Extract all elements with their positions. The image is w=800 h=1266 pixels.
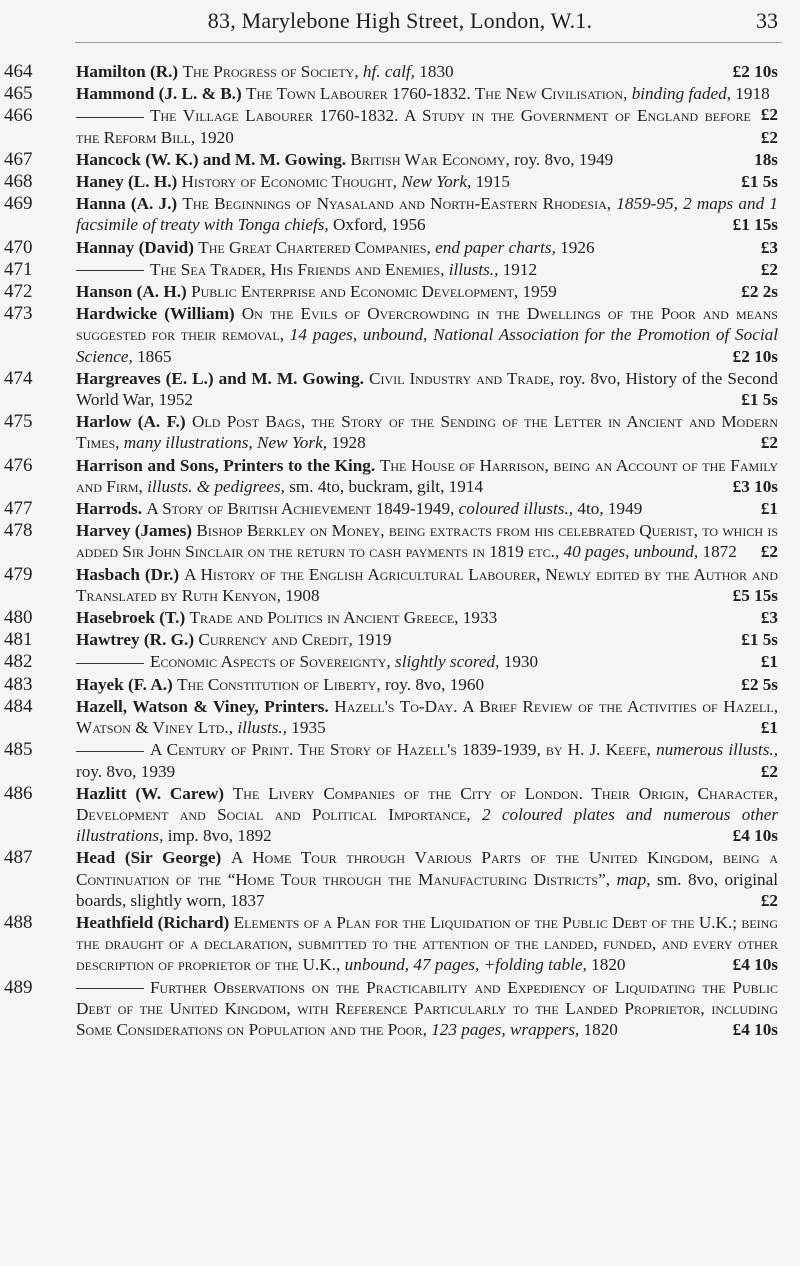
catalogue-entry: [0, 105, 800, 147]
entry-details: 1933: [462, 608, 498, 628]
ditto-dash: [76, 270, 144, 271]
entry-title: The Progress of Society,: [182, 62, 359, 81]
entry-details: roy. 8vo, History of the Second World War, 1952: [76, 368, 778, 410]
catalogue-entry: [0, 61, 800, 82]
entry-price: £1: [760, 718, 778, 738]
catalogue-entry: [0, 455, 800, 497]
entry-price: £4 10s: [732, 1019, 778, 1039]
entry-title: The Livery Companies of the City of London. Their Origin, Character, Development and Social and Political Importance,: [76, 783, 778, 824]
entry-details: 1820: [591, 955, 626, 975]
entry-number: 473: [4, 303, 33, 325]
entry-title: The Village Labourer 1760-1832. A Study in the Government of England before the Reform Bill,: [76, 106, 751, 147]
entry-description: New York,: [401, 172, 472, 192]
entry-price: £2: [760, 127, 778, 147]
entry-description: 40 pages, unbound,: [563, 542, 699, 562]
catalogue-entry: [0, 977, 800, 1041]
entry-details: sm. 4to, buckram, gilt, 1914: [289, 476, 484, 496]
entry-number: 466: [4, 105, 33, 127]
entry-price: £3 10s: [732, 476, 778, 496]
catalogue-entry: [0, 281, 800, 302]
entry-price: £1 5s: [741, 172, 778, 192]
entry-author: Hanson (A. H.): [76, 282, 187, 302]
entry-author: Head (Sir George): [76, 848, 222, 868]
entry-number: 482: [4, 651, 33, 673]
entry-title: The Constitution of Liberty,: [177, 674, 381, 694]
entry-price: £2 10s: [732, 62, 778, 81]
entry-title: Currency and Credit,: [198, 630, 353, 650]
entry-details: 1928: [331, 433, 366, 453]
ditto-dash: [76, 117, 144, 118]
entry-price: £4 10s: [732, 955, 778, 975]
entry-price: £2 10s: [732, 346, 778, 366]
entry-author: Harrison and Sons, Printers to the King.: [76, 455, 376, 475]
entry-number: 489: [4, 976, 33, 998]
entry-number: 483: [4, 673, 33, 695]
catalogue-entries: [0, 61, 800, 1041]
catalogue-entry: [0, 674, 800, 695]
entry-title: The Sea Trader, His Friends and Enemies,: [150, 259, 445, 279]
catalogue-entry: [0, 847, 800, 911]
entry-author: Heathfield (Richard): [76, 912, 230, 932]
entry-author: Harvey (James): [76, 521, 193, 541]
entry-number: 484: [4, 695, 33, 717]
entry-details: roy. 8vo, 1949: [514, 149, 614, 169]
entry-price: £3: [760, 237, 778, 257]
ditto-dash: [76, 663, 144, 664]
catalogue-entry: [0, 237, 800, 258]
catalogue-entry: [0, 520, 800, 562]
entry-number: 468: [4, 171, 33, 193]
catalogue-entry: [0, 607, 800, 628]
entry-title: A Home Tour through Various Parts of the United Kingdom, being a Continuation of the “Home Tour through the Manufacturing Districts”,: [76, 848, 779, 889]
entry-author: Haney (L. H.): [76, 172, 178, 192]
entry-author: Hazell, Watson & Viney, Printers.: [76, 696, 329, 716]
entry-price: £2: [760, 433, 778, 453]
entry-author: Hammond (J. L. & B.): [76, 84, 242, 104]
entry-author: Hawtrey (R. G.): [76, 630, 195, 650]
catalogue-entry: [0, 564, 800, 606]
entry-price: £2: [760, 761, 778, 781]
entry-author: Harlow (A. F.): [76, 412, 186, 432]
entry-details: 1908: [285, 585, 320, 605]
entry-author: Hamilton (R.): [76, 62, 179, 81]
entry-author: Hanna (A. J.): [76, 194, 178, 214]
entry-author: Hardwicke (William): [76, 304, 235, 324]
entry-number: 477: [4, 498, 33, 520]
entry-details: imp. 8vo, 1892: [167, 826, 272, 846]
entry-title: A History of the English Agricultural Labourer, Newly edited by the Author and Translated by Ruth Kenyon,: [76, 564, 778, 605]
entry-price: £1: [760, 652, 778, 672]
entry-details: 1959: [522, 282, 557, 302]
entry-details: 4to, 1949: [577, 499, 643, 519]
entry-details: 1820: [583, 1019, 618, 1039]
entry-description: illusts. & pedigrees,: [147, 476, 285, 496]
entry-number: 471: [4, 258, 33, 280]
entry-number: 485: [4, 739, 33, 761]
entry-description: 123 pages, wrappers,: [431, 1019, 580, 1039]
entry-title: Economic Aspects of Sovereignty,: [150, 652, 391, 672]
entry-title: History of Economic Thought,: [181, 172, 397, 192]
entry-details: 1872: [702, 542, 737, 562]
catalogue-entry: [0, 193, 800, 235]
entry-author: Hasbach (Dr.): [76, 564, 180, 584]
entry-title: The House of Harrison, being an Account of the Family and Firm,: [76, 455, 778, 496]
entry-description: many illustrations, New York,: [123, 433, 328, 453]
catalogue-entry: [0, 368, 800, 410]
entry-description: illusts.,: [448, 259, 499, 279]
entry-details: Oxford, 1956: [333, 215, 426, 235]
entry-details: 1865: [137, 346, 172, 366]
entry-title: A Century of Print. The Story of Hazell's 1839-1939, by H. J. Keefe,: [150, 740, 651, 760]
entry-details: 1830: [419, 62, 454, 81]
entry-number: 472: [4, 281, 33, 303]
entry-price: £4 10s: [732, 826, 778, 846]
entry-title: A Story of British Achievement 1849-1949,: [146, 499, 455, 519]
entry-description: binding faded,: [631, 84, 731, 104]
entry-title: Bishop Berkley on Money, being extracts from his celebrated Querist, to which is added Sir John Sinclair on the return to cash payments in 1819 etc.,: [76, 521, 779, 562]
entry-details: 1919: [357, 630, 392, 650]
entry-number: 478: [4, 520, 33, 542]
entry-details: 1918: [735, 84, 770, 104]
entry-details: 1920: [199, 127, 234, 147]
entry-number: 479: [4, 563, 33, 585]
entry-title: Old Post Bags, the Story of the Sending of the Letter in Ancient and Modern Times,: [76, 412, 779, 453]
catalogue-entry: [0, 696, 800, 738]
catalogue-entry: [0, 651, 800, 672]
catalogue-entry: [0, 498, 800, 519]
entry-number: 469: [4, 193, 33, 215]
entry-details: roy. 8vo, 1960: [384, 674, 485, 694]
entry-author: Hancock (W. K.) and M. M. Gowing.: [76, 149, 347, 169]
catalogue-entry: [0, 149, 800, 170]
entry-details: 1930: [503, 652, 539, 672]
entry-title: Further Observations on the Practicability and Expediency of Liquidating the Public Debt of the United Kingdom, with Reference Particularly to the Landed Proprietor, including Some Considerations on Population and the Poor,: [76, 977, 778, 1039]
catalogue-entry: [0, 411, 800, 453]
entry-author: Hasebroek (T.): [76, 608, 186, 628]
entry-price: £2: [760, 105, 778, 125]
entry-author: Hazlitt (W. Carew): [76, 783, 224, 803]
page-header: [0, 4, 800, 44]
entry-details: 1935: [291, 718, 326, 738]
entry-description: illusts.,: [237, 718, 287, 738]
entry-number: 476: [4, 454, 33, 476]
ditto-dash: [76, 988, 144, 989]
entry-number: 480: [4, 607, 33, 629]
header-divider: [75, 42, 782, 43]
entry-number: 486: [4, 782, 33, 804]
entry-title: On the Evils of Overcrowding in the Dwellings of the Poor and means suggested for their removal,: [76, 304, 778, 345]
catalogue-entry: [0, 783, 800, 847]
entry-description: 2 coloured plates and numerous other illustrations,: [76, 804, 779, 846]
catalogue-entry: [0, 739, 800, 781]
catalogue-entry: [0, 629, 800, 650]
entry-description: 14 pages, unbound, National Association for the Promotion of Social Science,: [76, 325, 778, 366]
entry-details: sm. 8vo, original boards, slightly worn, 1837: [76, 869, 779, 910]
page-number: 33: [756, 8, 778, 33]
ditto-dash: [76, 751, 144, 752]
entry-title: The Town Labourer 1760-1832. The New Civilisation,: [245, 84, 628, 104]
entry-price: £2 5s: [741, 674, 778, 694]
catalogue-entry: [0, 171, 800, 192]
entry-price: £5 15s: [732, 585, 778, 605]
entry-description: unbound, 47 pages, +folding table,: [344, 955, 587, 975]
entry-description: map,: [616, 869, 651, 889]
entry-description: slightly scored,: [395, 652, 500, 672]
entry-price: £2: [760, 259, 778, 279]
entry-number: 465: [4, 83, 33, 105]
entry-description: end paper charts,: [435, 237, 556, 257]
entry-details: roy. 8vo, 1939: [76, 761, 176, 781]
entry-description: numerous illusts.,: [656, 740, 778, 760]
entry-price: £2: [760, 890, 778, 910]
entry-number: 475: [4, 411, 33, 433]
entry-price: £3: [760, 608, 778, 628]
entry-title: Hazell's To-Day. A Brief Review of the Activities of Hazell, Watson & Viney Ltd.,: [76, 696, 778, 738]
entry-number: 467: [4, 148, 33, 170]
entry-price: £1: [760, 499, 778, 519]
entry-price: £1 15s: [732, 215, 778, 235]
entry-title: The Great Chartered Companies,: [198, 237, 431, 257]
entry-title: Trade and Politics in Ancient Greece,: [189, 608, 459, 628]
entry-number: 464: [4, 61, 33, 82]
entry-price: £2 2s: [741, 282, 778, 302]
entry-price: £1 5s: [741, 390, 778, 410]
catalogue-entry: [0, 259, 800, 280]
entry-number: 488: [4, 911, 33, 933]
entry-title: Elements of a Plan for the Liquidation of the Public Debt of the U.K.; being the draught of a declaration, submitted to the attention of the landed, funded, and every other description of proprietor of the U.K.,: [76, 912, 778, 975]
entry-price: £2: [760, 542, 778, 562]
entry-author: Harrods.: [76, 499, 143, 519]
entry-author: Hayek (F. A.): [76, 674, 173, 694]
catalogue-entry: [0, 303, 800, 367]
entry-details: 1912: [502, 259, 538, 279]
entry-details: 1915: [475, 172, 510, 192]
entry-title: Public Enterprise and Economic Development,: [191, 282, 519, 302]
entry-number: 474: [4, 367, 33, 389]
page-title: 83, Marylebone High Street, London, W.1.: [207, 8, 593, 33]
entry-number: 470: [4, 236, 33, 258]
entry-author: Hargreaves (E. L.) and M. M. Gowing.: [76, 368, 364, 388]
entry-price: £1 5s: [741, 630, 778, 650]
entry-title: British War Economy,: [350, 149, 510, 169]
entry-title: Civil Industry and Trade,: [368, 368, 555, 388]
catalogue-entry: [0, 912, 800, 976]
entry-details: 1926: [560, 237, 595, 257]
entry-author: Hannay (David): [76, 237, 194, 257]
entry-title: The Beginnings of Nyasaland and North-Eastern Rhodesia,: [182, 194, 612, 214]
entry-description: 1859-95, 2 maps and 1 facsimile of treaty with Tonga chiefs,: [76, 194, 778, 235]
entry-number: 481: [4, 629, 33, 651]
entry-number: 487: [4, 847, 33, 869]
entry-price: 18s: [754, 149, 778, 169]
entry-description: coloured illusts.,: [458, 499, 574, 519]
entry-description: hf. calf,: [362, 62, 415, 81]
